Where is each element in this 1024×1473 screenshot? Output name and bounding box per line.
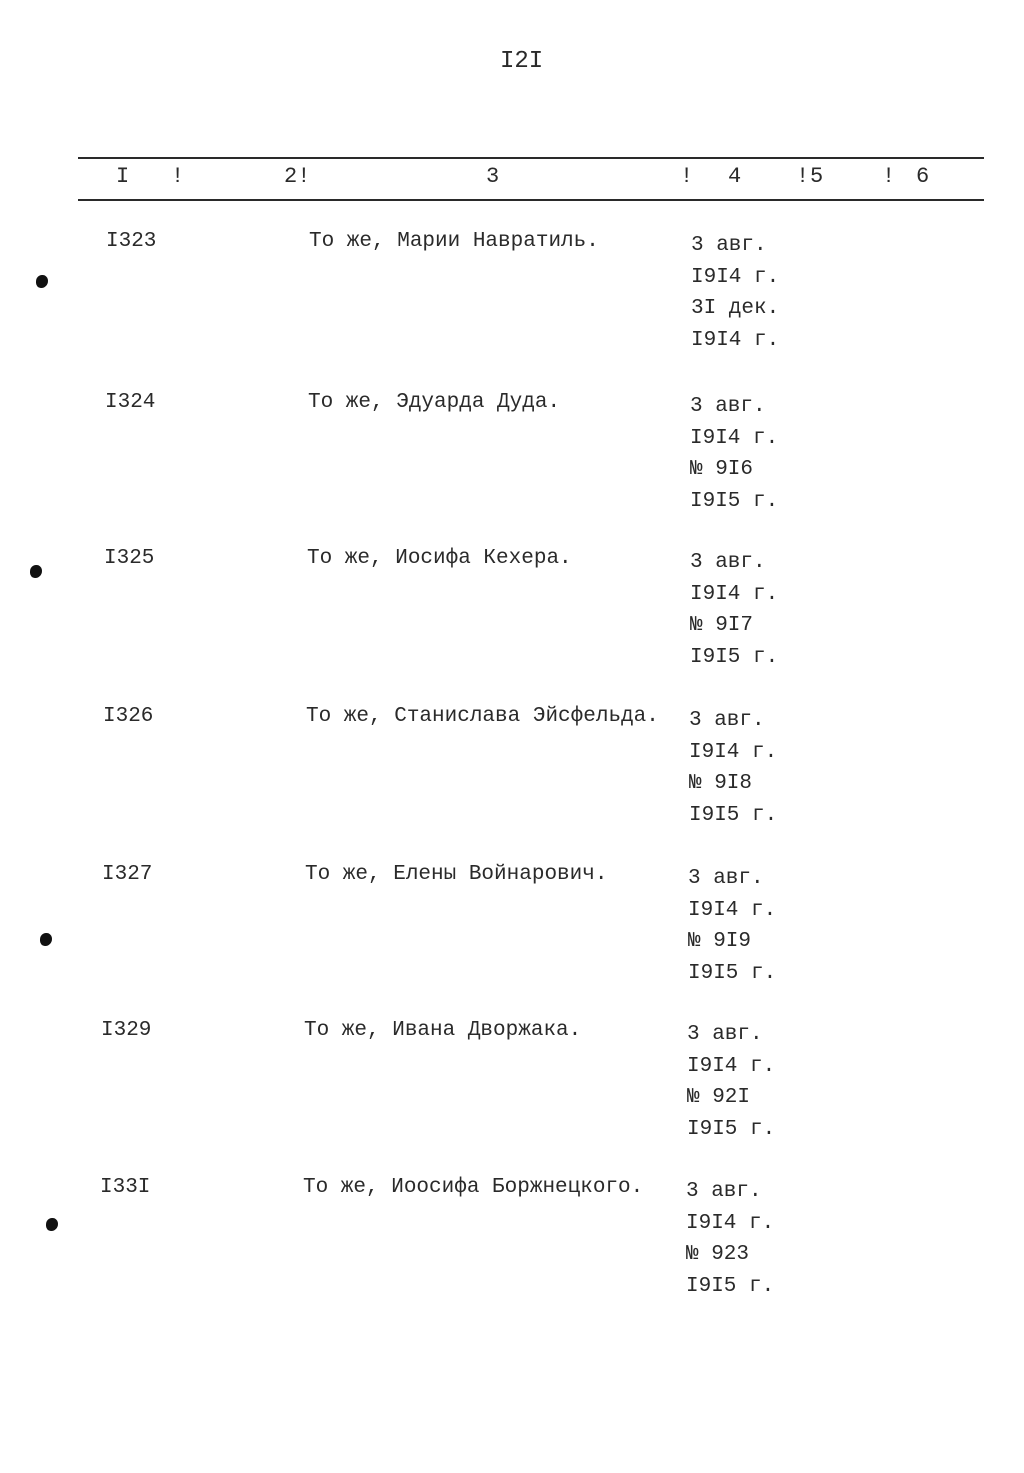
record-dates xyxy=(691,230,779,356)
record-description: То же, Ивана Дворжака. xyxy=(304,1019,582,1042)
record-description: То же, Иоосифа Боржнецкого. xyxy=(303,1176,644,1199)
date-line: № 9I6 xyxy=(690,458,754,481)
header-col-1: I xyxy=(116,164,130,189)
header-col-6: 6 xyxy=(916,164,930,189)
header-col-4: 4 xyxy=(728,164,742,189)
header-col-5: 5 xyxy=(810,164,824,189)
date-line: 3 авг. xyxy=(688,867,764,890)
table-header xyxy=(0,160,1024,196)
table-row xyxy=(0,863,1024,1013)
record-description: То же, Иосифа Кехера. xyxy=(307,547,572,570)
table-row xyxy=(0,230,1024,380)
record-number: I33I xyxy=(100,1176,151,1199)
date-line: I9I5 г. xyxy=(690,645,779,669)
date-line: 3 авг. xyxy=(690,551,766,574)
date-line: I9I4 г. xyxy=(689,740,778,764)
record-dates xyxy=(687,1019,775,1145)
page-number: I2I xyxy=(500,48,544,75)
date-line: 3 авг. xyxy=(691,234,767,257)
record-description: То же, Елены Войнарович. xyxy=(305,863,608,886)
record-number: I329 xyxy=(101,1019,152,1042)
record-dates xyxy=(688,863,776,989)
date-line: I9I4 г. xyxy=(691,328,780,352)
record-dates xyxy=(686,1176,774,1302)
date-line: I9I4 г. xyxy=(688,898,777,922)
date-line: 3 авг. xyxy=(689,709,765,732)
record-dates xyxy=(689,705,777,831)
date-line: I9I5 г. xyxy=(688,961,777,985)
table-row xyxy=(0,705,1024,855)
date-line: I9I4 г. xyxy=(690,426,779,450)
date-line: № 9I9 xyxy=(688,930,752,953)
record-dates xyxy=(690,391,778,517)
table-row xyxy=(0,1019,1024,1169)
date-line: 3 авг. xyxy=(687,1023,763,1046)
header-separator-1: ! xyxy=(171,164,185,189)
record-number: I327 xyxy=(102,863,153,886)
date-line: 3I дек. xyxy=(691,297,780,320)
date-line: I9I5 г. xyxy=(687,1117,776,1141)
date-line: I9I4 г. xyxy=(686,1211,775,1235)
table-row xyxy=(0,1176,1024,1326)
header-col-2: 2! xyxy=(284,164,311,189)
record-number: I324 xyxy=(105,391,156,414)
date-line: I9I5 г. xyxy=(690,489,779,513)
date-line: № 92I xyxy=(687,1086,751,1109)
date-line: I9I5 г. xyxy=(689,803,778,827)
header-col-3: 3 xyxy=(486,164,500,189)
date-line: I9I5 г. xyxy=(686,1274,775,1298)
date-line: № 9I7 xyxy=(690,614,754,637)
record-description: То же, Эдуарда Дуда. xyxy=(308,391,561,414)
record-description: То же, Станислава Эйсфельда. xyxy=(306,705,659,728)
record-description: То же, Марии Навратиль. xyxy=(309,230,599,253)
record-number: I326 xyxy=(103,705,154,728)
record-dates xyxy=(690,547,778,673)
date-line: I9I4 г. xyxy=(690,582,779,606)
table-top-rule xyxy=(78,157,984,159)
date-line: 3 авг. xyxy=(686,1180,762,1203)
header-separator-4: ! xyxy=(796,164,810,189)
date-line: I9I4 г. xyxy=(691,265,780,289)
table-row xyxy=(0,391,1024,541)
record-number: I323 xyxy=(106,230,157,253)
date-line: I9I4 г. xyxy=(687,1054,776,1078)
table-header-rule xyxy=(78,199,984,201)
header-separator-3: ! xyxy=(680,164,694,189)
record-number: I325 xyxy=(104,547,155,570)
date-line: № 923 xyxy=(686,1243,750,1266)
date-line: 3 авг. xyxy=(690,395,766,418)
table-row xyxy=(0,547,1024,697)
date-line: № 9I8 xyxy=(689,772,753,795)
header-separator-5: ! xyxy=(882,164,896,189)
